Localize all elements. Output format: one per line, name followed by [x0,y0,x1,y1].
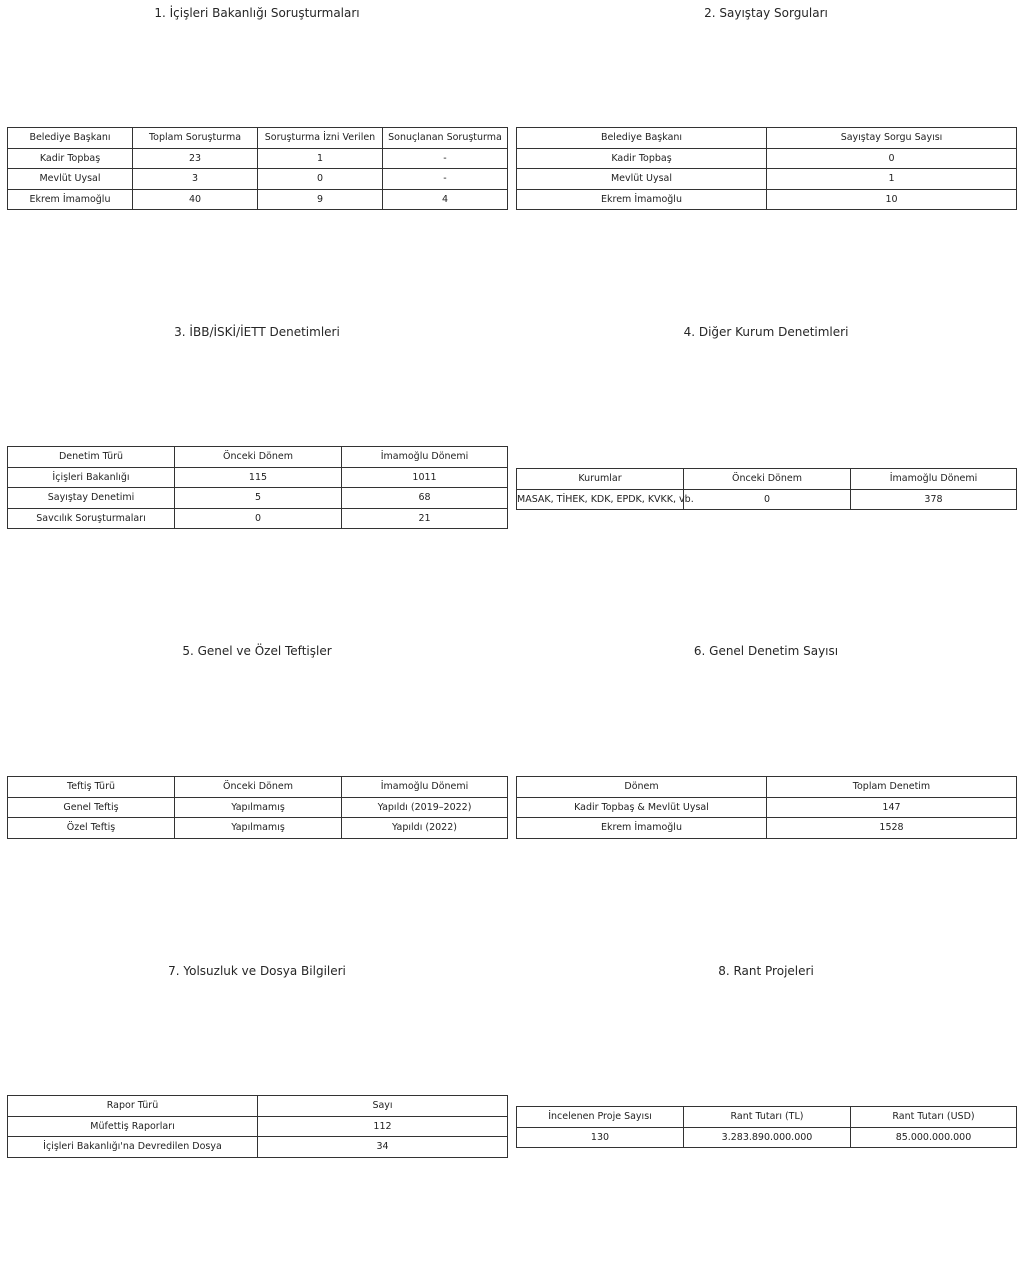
data-table [516,127,1017,210]
table-title: 4. Diğer Kurum Denetimleri [683,325,849,339]
column-header: Soruşturma İzni Verilen [258,128,383,149]
column-header: Denetim Türü [8,447,175,468]
table-cell: Yapıldı (2022) [342,818,508,839]
table-cell: Kadir Topbaş [8,148,133,169]
column-header: Toplam Denetim [767,777,1017,798]
table-cell: 9 [258,189,383,210]
table-cell: 34 [258,1137,508,1158]
table-cell: 23 [133,148,258,169]
table-title: 2. Sayıştay Sorguları [704,6,828,20]
data-table [7,127,508,210]
table-cell: Genel Teftiş [8,797,175,818]
table-row [8,818,508,839]
table-row [8,508,508,529]
table-cell: 1528 [767,818,1017,839]
table-title: 8. Rant Projeleri [718,964,814,978]
data-table [516,468,1017,510]
column-header: Sayıştay Sorgu Sayısı [767,128,1017,149]
table-cell: 1011 [342,467,508,488]
column-header: İmamoğlu Dönemi [342,447,508,468]
table-cell: İçişleri Bakanlığı [8,467,175,488]
column-header: İncelenen Proje Sayısı [517,1107,684,1128]
table-cell: Müfettiş Raporları [8,1116,258,1137]
table-cell: 5 [175,488,342,509]
column-header: Dönem [517,777,767,798]
column-header: İmamoğlu Dönemi [342,777,508,798]
table-cell: 130 [517,1127,684,1148]
table-cell: Savcılık Soruşturmaları [8,508,175,529]
table-header-row [8,777,508,798]
column-header: Kurumlar [517,469,684,490]
table-row [8,148,508,169]
table-header-row [517,469,1017,490]
table-cell: 68 [342,488,508,509]
table-cell: İçişleri Bakanlığı'na Devredilen Dosya [8,1137,258,1158]
table-row [517,818,1017,839]
table-row [517,489,1017,510]
data-table [516,776,1017,839]
column-header: Rant Tutarı (USD) [851,1107,1017,1128]
table-row [517,169,1017,190]
column-header: Toplam Soruşturma [133,128,258,149]
table-row [8,488,508,509]
table-cell: 1 [258,148,383,169]
table-row [8,797,508,818]
table-row [8,189,508,210]
table-header-row [8,1096,508,1117]
column-header: Teftiş Türü [8,777,175,798]
table-cell: Kadir Topbaş [517,148,767,169]
data-table [7,776,508,839]
table-cell: 115 [175,467,342,488]
column-header: Sonuçlanan Soruşturma [383,128,508,149]
table-cell: Yapıldı (2019–2022) [342,797,508,818]
column-header: Önceki Dönem [175,447,342,468]
table-cell: Özel Teftiş [8,818,175,839]
table-cell: 0 [258,169,383,190]
table-cell: 3.283.890.000.000 [684,1127,851,1148]
table-header-row [517,128,1017,149]
table-row [517,1127,1017,1148]
table-cell: 40 [133,189,258,210]
table-cell: Mevlüt Uysal [517,169,767,190]
column-header: Rapor Türü [8,1096,258,1117]
table-header-row [8,447,508,468]
column-header: Rant Tutarı (TL) [684,1107,851,1128]
column-header: Önceki Dönem [684,469,851,490]
table-cell: 0 [175,508,342,529]
table-cell: Yapılmamış [175,818,342,839]
table-cell: Ekrem İmamoğlu [8,189,133,210]
table-title: 5. Genel ve Özel Teftişler [182,644,332,658]
table-cell: Ekrem İmamoğlu [517,189,767,210]
table-cell: 4 [383,189,508,210]
table-title: 1. İçişleri Bakanlığı Soruşturmaları [154,6,360,20]
table-cell: Ekrem İmamoğlu [517,818,767,839]
data-table [7,1095,508,1158]
table-cell: 3 [133,169,258,190]
table-row [8,467,508,488]
table-cell: Yapılmamış [175,797,342,818]
table-row [517,797,1017,818]
table-row [8,169,508,190]
column-header: Belediye Başkanı [8,128,133,149]
data-table [516,1106,1017,1148]
table-cell: 21 [342,508,508,529]
column-header: Belediye Başkanı [517,128,767,149]
column-header: Önceki Dönem [175,777,342,798]
table-cell: Mevlüt Uysal [8,169,133,190]
table-header-row [517,1107,1017,1128]
table-cell: 1 [767,169,1017,190]
table-cell: MASAK, TİHEK, KDK, EPDK, KVKK, vb. [517,489,684,510]
table-title: 7. Yolsuzluk ve Dosya Bilgileri [168,964,346,978]
table-cell: 85.000.000.000 [851,1127,1017,1148]
table-cell: Sayıştay Denetimi [8,488,175,509]
table-title: 3. İBB/İSKİ/İETT Denetimleri [174,325,340,339]
table-cell: Kadir Topbaş & Mevlüt Uysal [517,797,767,818]
table-header-row [517,777,1017,798]
table-cell: 112 [258,1116,508,1137]
table-row [517,189,1017,210]
table-cell: - [383,148,508,169]
table-header-row [8,128,508,149]
table-cell: 378 [851,489,1017,510]
table-cell: 147 [767,797,1017,818]
column-header: Sayı [258,1096,508,1117]
table-cell: 10 [767,189,1017,210]
table-title: 6. Genel Denetim Sayısı [693,644,839,658]
table-cell: 0 [767,148,1017,169]
column-header: İmamoğlu Dönemi [851,469,1017,490]
table-row [8,1137,508,1158]
data-table [7,446,508,529]
table-cell: - [383,169,508,190]
table-cell: 0 [684,489,851,510]
table-row [517,148,1017,169]
table-row [8,1116,508,1137]
